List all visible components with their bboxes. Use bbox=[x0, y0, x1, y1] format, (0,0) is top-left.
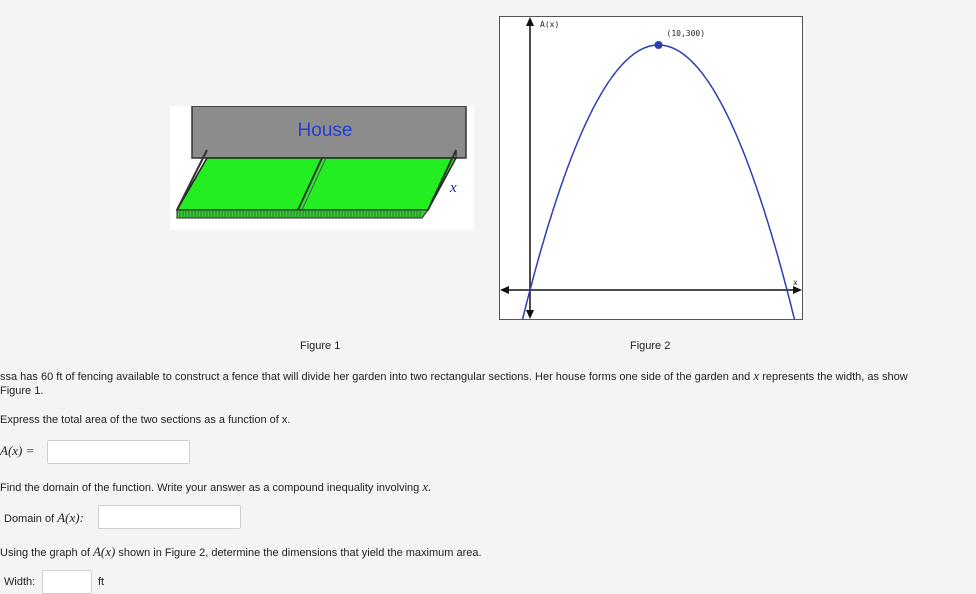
vertex-point bbox=[655, 41, 663, 49]
width-label: Width: bbox=[4, 576, 36, 588]
figure-1-caption: Figure 1 bbox=[300, 340, 341, 352]
intro-text-end: represents the width, as show bbox=[762, 371, 908, 383]
width-input[interactable] bbox=[42, 570, 92, 594]
x-axis-arrow-right bbox=[793, 286, 802, 294]
y-axis-arrow-down bbox=[526, 310, 534, 319]
y-axis-arrow-up bbox=[526, 17, 534, 26]
question-2-text bbox=[0, 479, 431, 495]
area-graph bbox=[500, 17, 802, 319]
x-axis-arrow-left bbox=[500, 286, 509, 294]
question-3-prompt-end: shown in Figure 2, determine the dimensions that yield the maximum area. bbox=[118, 547, 482, 559]
intro-variable: x bbox=[753, 368, 760, 383]
width-unit: ft bbox=[98, 576, 105, 588]
area-function-label: A(x) = bbox=[0, 443, 35, 458]
vertex-label: (10,300) bbox=[666, 29, 706, 38]
area-curve bbox=[515, 45, 802, 319]
question-1-text: Express the total area of the two sections as a function of x. bbox=[0, 414, 291, 426]
y-axis-label: A(x) bbox=[540, 20, 560, 29]
house-label: House bbox=[297, 120, 353, 141]
question-3-prompt-start: Using the graph of bbox=[0, 547, 90, 559]
figure-2-caption: Figure 2 bbox=[630, 340, 671, 352]
question-3-math: A(x) bbox=[92, 544, 116, 559]
question-2-prompt: Find the domain of the function. Write your answer as a compound inequality involving bbox=[0, 482, 420, 494]
intro-text: ssa has 60 ft of fencing available to construct a fence that will divide her garden into two rectangular sections. Her house forms one side of the garden and bbox=[0, 371, 751, 383]
question-3-text bbox=[0, 544, 482, 560]
garden-diagram bbox=[170, 106, 474, 230]
garden-area bbox=[177, 158, 456, 210]
domain-label bbox=[4, 510, 84, 526]
question-2-variable: x. bbox=[422, 479, 432, 494]
domain-label-text: Domain of bbox=[4, 513, 55, 525]
figure-2 bbox=[499, 16, 803, 320]
problem-intro bbox=[0, 368, 908, 384]
area-function-input[interactable] bbox=[47, 440, 190, 464]
figure-1 bbox=[170, 106, 474, 230]
x-axis-label: x bbox=[793, 278, 798, 287]
fence-posts bbox=[180, 210, 420, 217]
domain-input[interactable] bbox=[98, 505, 241, 529]
domain-label-math: A(x): bbox=[57, 510, 84, 525]
x-label: x bbox=[450, 180, 457, 196]
problem-intro-line2: Figure 1. bbox=[0, 385, 44, 397]
